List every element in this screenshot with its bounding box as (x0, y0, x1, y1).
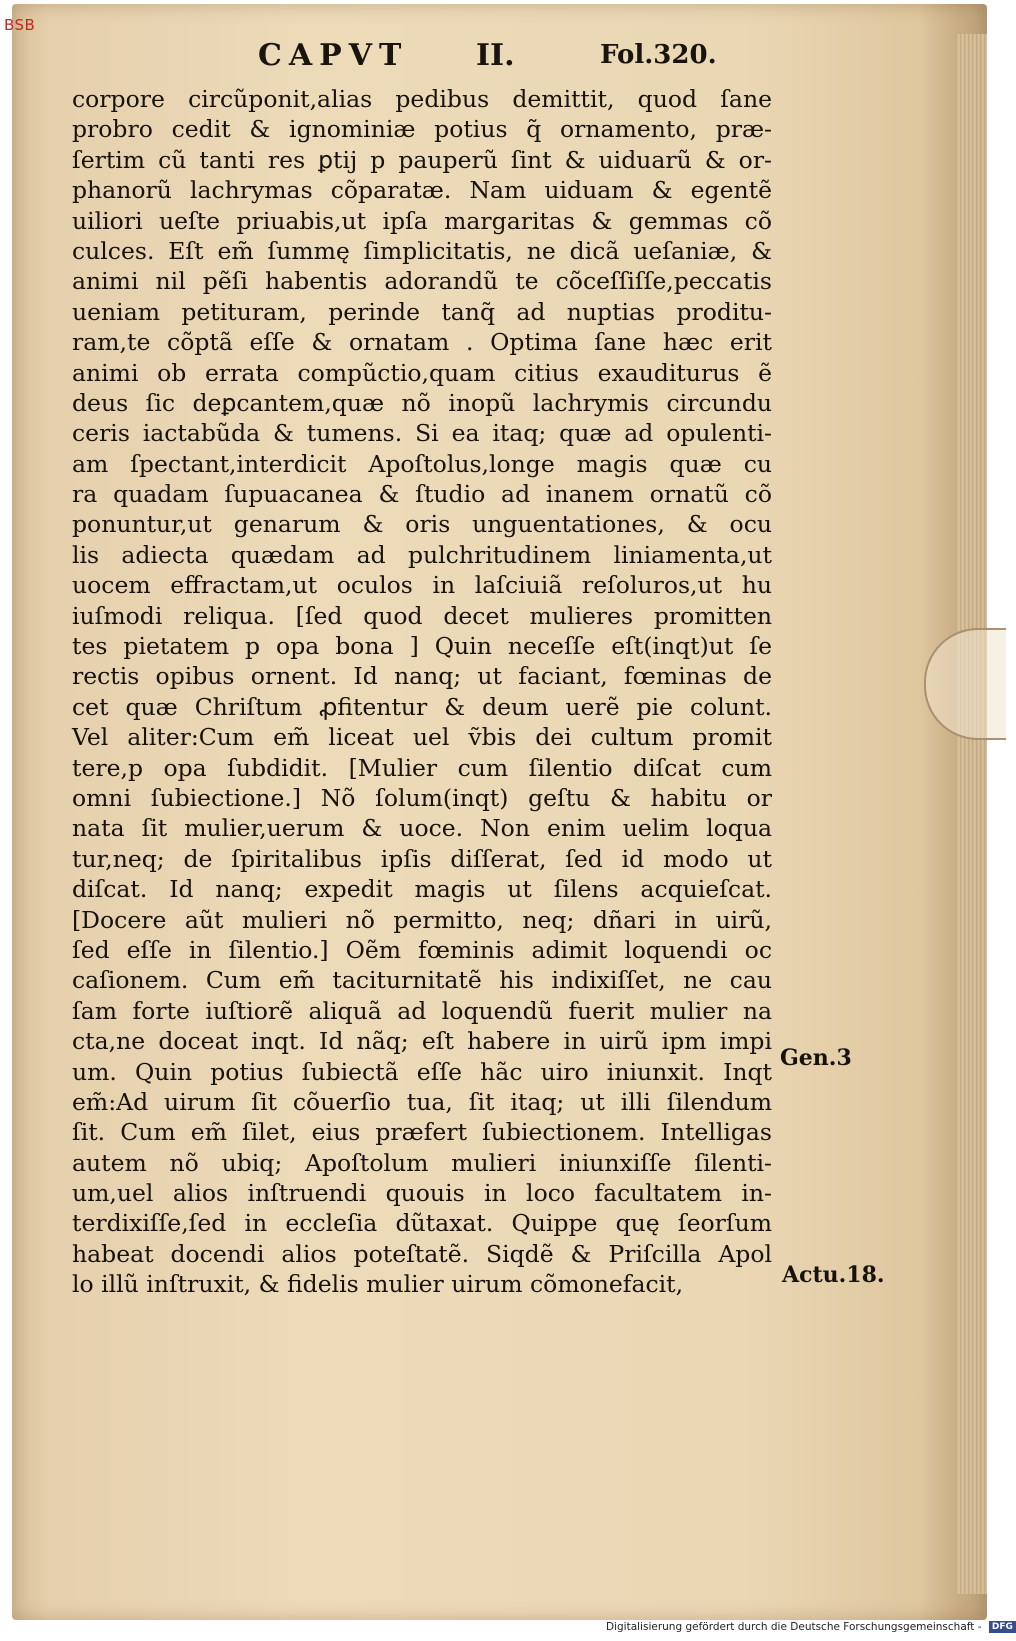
bsb-logo: BSB (4, 16, 36, 34)
text-line: lis adiecta quædam ad pulchritudinem liniamenta,ut (72, 540, 772, 569)
dfg-logo: DFG (989, 1621, 1016, 1633)
text-line: ponuntur,ut genarum & oris unguentationes, & ocu (72, 510, 772, 539)
text-line: tere,p opa ſubdidit. [Mulier cum ſilentio diſcat cum (72, 753, 772, 782)
text-line: ſit. Cum em̃ ſilet, eius præfert ſubiectionem. Intelligas (72, 1118, 772, 1147)
text-line: cet quæ Chriſtum ꝓfitentur & deum uerẽ pie colunt. (72, 692, 772, 721)
text-line: [Docere aũt mulieri nõ permitto, neq; dñari in uirũ, (72, 905, 772, 934)
text-line: ſertim cũ tanti res ꝑtij p pauperũ ſint & uiduarũ & or- (72, 145, 772, 174)
text-line: Vel aliter:Cum em̃ liceat uel ṽbis dei cultum promit (72, 723, 772, 752)
text-line: diſcat. Id nanq; expedit magis ut ſilens acquieſcat. (72, 875, 772, 904)
text-line: terdixiſſe,ſed in eccleſia dũtaxat. Quippe quę ſeorſum (72, 1209, 772, 1238)
text-line: iuſmodi reliqua. [ſed quod decet mulieres promitten (72, 601, 772, 630)
text-line: lo illũ inſtruxit, & fidelis mulier uirum cõmonefacit, (72, 1270, 684, 1299)
text-line: ra quadam ſupuacanea & ſtudio ad inanem ornatũ cõ (72, 480, 772, 509)
text-line: ſed eſſe in ſilentio.] Oẽm fœminis adimit loquendi oc (72, 935, 772, 964)
folio-number: Fol.320. (600, 40, 717, 70)
text-line: uiliori ueſte priuabis,ut ipſa margaritas & gemmas cõ (72, 206, 772, 235)
text-line: nata ſit mulier,uerum & uoce. Non enim uelim loqua (72, 814, 772, 843)
marginal-note-genesis: Gen.3 (780, 1045, 852, 1071)
text-line: probro cedit & ignominiæ potius q̃ ornamento, præ- (72, 115, 772, 144)
text-line: autem nõ ubiq; Apoſtolum mulieri iniunxiſſe ſilenti- (72, 1148, 772, 1177)
text-line: cta,ne doceat inqt. Id nãq; eſt habere in uirũ ipm impi (72, 1027, 772, 1056)
text-line: tes pietatem p opa bona ] Quin neceſſe eſt(inqt)ut ſe (72, 632, 772, 661)
running-header (0, 38, 1000, 78)
text-line: rectis opibus ornent. Id nanq; ut faciant, fœminas de (72, 662, 772, 691)
marginal-note-acts: Actu.18. (782, 1262, 885, 1288)
text-line: corpore circũponit,alias pedibus demittit, quod ſane (72, 85, 772, 113)
text-line: um. Quin potius ſubiectã eſſe hãc uiro iniunxit. Inqt (72, 1057, 772, 1086)
body-text (72, 84, 772, 1300)
thumb-index-tab (924, 628, 1006, 740)
text-line: culces. Eſt em̃ ſummę ſimplicitatis, ne dicã ueſaniæ, & (72, 236, 772, 265)
page-edge-shadow (957, 34, 987, 1594)
text-line: em̃:Ad uirum ſit cõuerſio tua, ſit itaq; ut illi ſilendum (72, 1087, 772, 1116)
text-line: caſionem. Cum em̃ taciturnitatẽ his indixiſſet, ne cau (72, 966, 772, 995)
text-line: phanorũ lachrymas cõparatæ. Nam uiduam & egentẽ (72, 176, 772, 205)
text-line: animi nil pẽſi habentis adorandũ te cõceſſiſſe,peccatis (72, 267, 772, 296)
text-line: tur,neq; de ſpiritalibus ipſis diſſerat, ſed id modo ut (72, 844, 772, 873)
text-line: deus ſic deꝑcantem,quæ nõ inopũ lachrymis circundu (72, 388, 772, 417)
text-line: ueniam petituram, perinde tanq̃ ad nuptias proditu- (72, 297, 772, 326)
digitization-credit (606, 1621, 1016, 1633)
chapter-number: II. (476, 38, 515, 73)
text-line: omni ſubiectione.] Nõ ſolum(inqt) geſtu & habitu or (72, 783, 772, 812)
text-line: ceris iactabũda & tumens. Si ea itaq; quæ ad opulenti- (72, 419, 772, 448)
text-line: ram,te cõptã eſſe & ornatam . Optima ſane hæc erit (72, 328, 772, 357)
text-line: habeat docendi alios poteſtatẽ. Siqdẽ & Priſcilla Apol (72, 1239, 772, 1268)
text-line: animi ob errata compũctio,quam citius exauditurus ẽ (72, 358, 772, 387)
text-line: uocem effractam,ut oculos in laſciuiã reſoluros,ut hu (72, 571, 772, 600)
text-line: um,uel alios inſtruendi quouis in loco facultatem in- (72, 1179, 772, 1208)
credit-text: Digitalisierung gefördert durch die Deutsche Forschungsgemeinschaft - (606, 1621, 982, 1633)
text-line: ſam forte iuſtiorẽ aliquã ad loquendũ fuerit mulier na (72, 996, 772, 1025)
text-line: am ſpectant,interdicit Apoſtolus,longe magis quæ cu (72, 449, 772, 478)
chapter-heading: CAPVT (258, 38, 409, 73)
